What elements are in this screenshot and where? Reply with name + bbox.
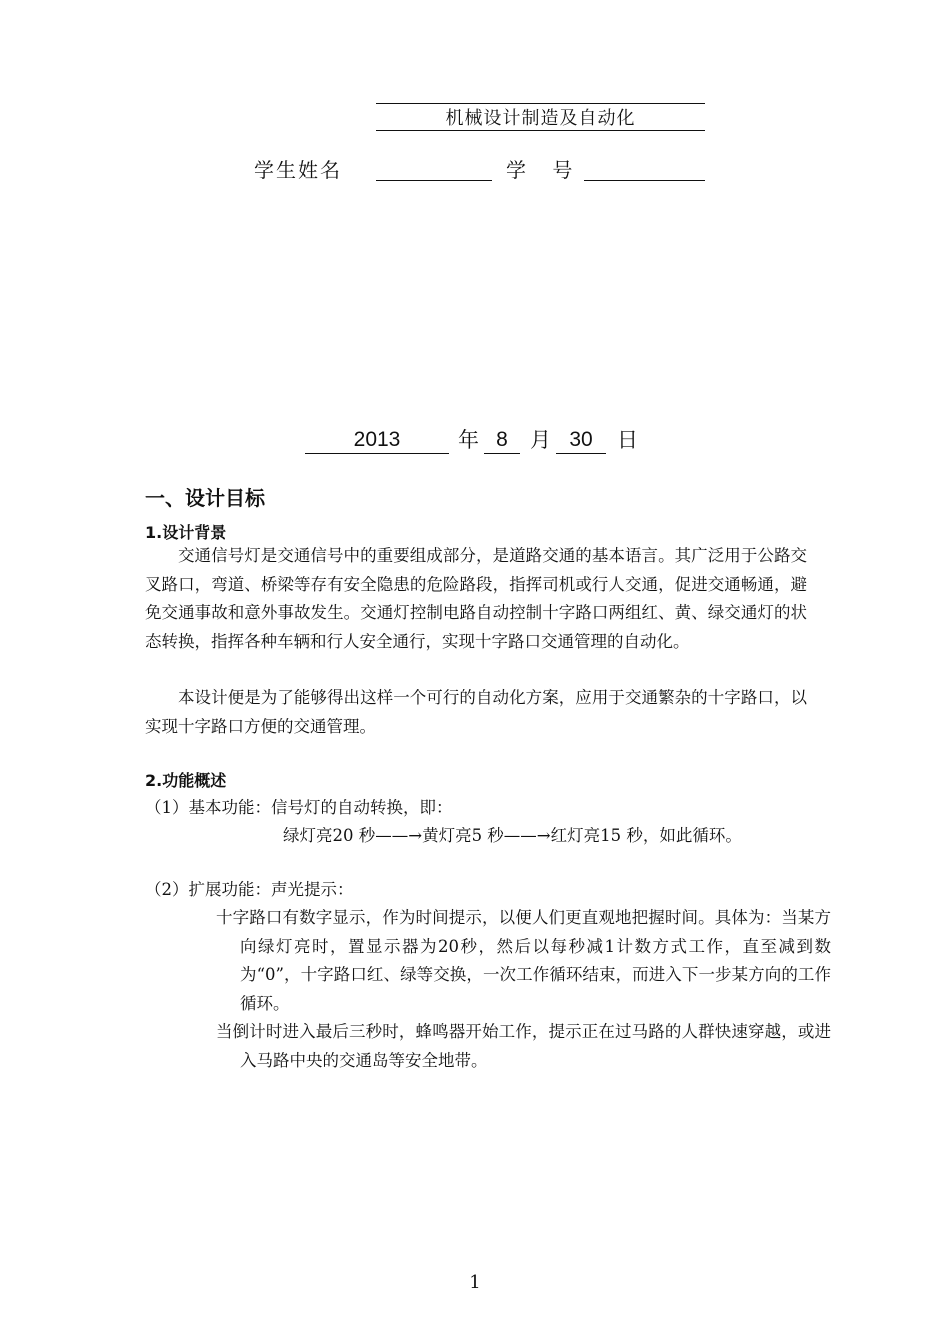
section-title: 一、设计目标 bbox=[145, 486, 265, 510]
functions-heading: 2.功能概述 bbox=[145, 771, 227, 790]
date-month: 8 bbox=[484, 427, 520, 454]
date-year: 2013 bbox=[305, 427, 449, 454]
student-name-label: 学生姓名 bbox=[254, 158, 342, 182]
basic-function-label: （1）基本功能：信号灯的自动转换，即： bbox=[145, 798, 453, 817]
background-paragraph-2: 本设计便是为了能够得出这样一个可行的自动化方案，应用于交通繁杂的十字路口，以实现十字路口方便的交通管理。 bbox=[145, 688, 807, 736]
extended-item-1: 十字路口有数字显示，作为时间提示，以便人们更直观地把握时间。具体为：当某方向绿灯亮时，置显示器为20秒，然后以每秒减1计数方式工作，直至减到数为“0”，十字路口红、绿等交换，一次工作循环结束，而进入下一步某方向的工作循环。 bbox=[216, 908, 831, 1013]
extended-function-label: （2）扩展功能：声光提示： bbox=[145, 880, 354, 899]
student-id-label: 学 号 bbox=[506, 158, 573, 182]
date-year-suffix: 年 bbox=[458, 428, 479, 452]
major-value: 机械设计制造及自动化 bbox=[445, 108, 636, 129]
date-day-suffix: 日 bbox=[617, 428, 638, 452]
background-paragraph-1: 交通信号灯是交通信号中的重要组成部分，是道路交通的基本语言。其广泛用于公路交叉路口，弯道、桥梁等存有安全隐患的危险路段，指挥司机或行人交通，促进交通畅通，避免交通事故和意外事故发生。交通灯控制电路自动控制十字路口两组红、黄、绿交通灯的状态转换，指挥各种车辆和行人安全通行，实现十字路口交通管理的自动化。 bbox=[145, 546, 807, 651]
student-name-blank bbox=[376, 156, 492, 181]
date-day: 30 bbox=[556, 427, 606, 454]
extended-item-2: 当倒计时进入最后三秒时，蜂鸣器开始工作，提示正在过马路的人群快速穿越，或进入马路中央的交通岛等安全地带。 bbox=[216, 1022, 831, 1070]
date-month-suffix: 月 bbox=[530, 428, 551, 452]
background-heading: 1.设计背景 bbox=[145, 523, 227, 542]
student-id-blank bbox=[584, 156, 705, 181]
major-top-rule bbox=[376, 103, 705, 104]
basic-function-cycle: 绿灯亮20 秒——→黄灯亮5 秒——→红灯亮15 秒，如此循环。 bbox=[283, 826, 742, 845]
major-field bbox=[376, 106, 705, 131]
page-number: 1 bbox=[469, 1272, 481, 1293]
